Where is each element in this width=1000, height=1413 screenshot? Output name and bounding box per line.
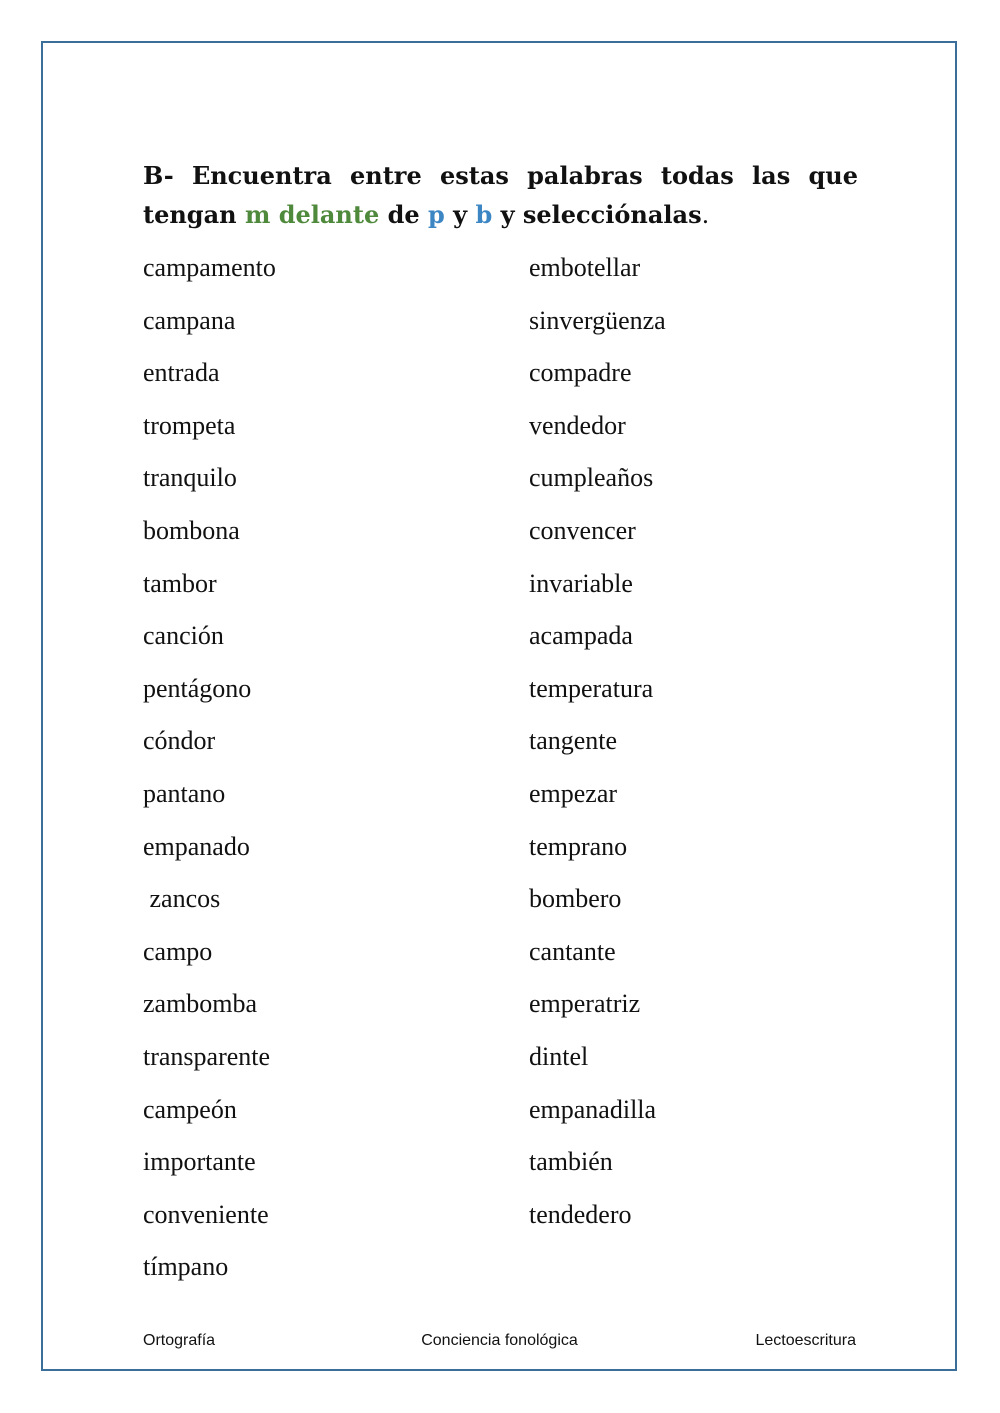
word-item[interactable]: campana	[143, 305, 236, 335]
word-list-right	[529, 248, 666, 1247]
word-item[interactable]: zancos	[143, 884, 221, 914]
word-item[interactable]: campamento	[143, 253, 276, 282]
word-item[interactable]: transparente	[143, 1041, 271, 1071]
word-item[interactable]: empanadilla	[529, 1094, 657, 1124]
instruction-suffix: y selecciónalas	[492, 200, 702, 229]
word-item[interactable]: bombero	[529, 884, 622, 914]
word-item[interactable]: bombona	[143, 515, 240, 545]
word-item[interactable]: pentágono	[143, 673, 252, 703]
word-item[interactable]: tímpano	[143, 1252, 229, 1282]
word-item[interactable]: también	[529, 1147, 613, 1177]
instruction-text	[143, 156, 858, 235]
word-item[interactable]: invariable	[529, 568, 633, 598]
instruction-y: y	[444, 200, 476, 229]
word-item[interactable]: conveniente	[143, 1199, 269, 1229]
word-item[interactable]: temprano	[529, 831, 628, 861]
word-item[interactable]: importante	[143, 1147, 256, 1177]
word-list-left	[143, 248, 276, 1300]
word-item[interactable]: pantano	[143, 778, 226, 808]
word-item[interactable]: entrada	[143, 358, 220, 388]
word-item[interactable]: empanado	[143, 831, 250, 861]
word-item[interactable]: tendedero	[529, 1199, 632, 1229]
word-item[interactable]: campeón	[143, 1094, 237, 1124]
word-item[interactable]: temperatura	[529, 673, 654, 703]
word-item[interactable]: tambor	[143, 568, 217, 598]
word-item[interactable]: cóndor	[143, 726, 216, 756]
footer-center: Conciencia fonológica	[421, 1332, 578, 1349]
word-item[interactable]: compadre	[529, 358, 632, 388]
word-item[interactable]: cantante	[529, 936, 616, 966]
word-item[interactable]: zambomba	[143, 989, 258, 1019]
word-item[interactable]: sinvergüenza	[529, 305, 666, 335]
word-item[interactable]: campo	[143, 936, 213, 966]
instruction-period: .	[701, 201, 710, 229]
word-item[interactable]: trompeta	[143, 410, 236, 440]
word-item[interactable]: embotellar	[529, 253, 641, 282]
word-item[interactable]: acampada	[529, 621, 633, 651]
instruction-letter-b: b	[475, 200, 493, 229]
word-item[interactable]: tranquilo	[143, 463, 237, 493]
word-item[interactable]: canción	[143, 621, 224, 651]
word-item[interactable]: empezar	[529, 778, 618, 808]
instruction-m-delante: m delante	[244, 200, 380, 229]
word-item[interactable]: vendedor	[529, 410, 626, 440]
word-item[interactable]: tangente	[529, 726, 618, 756]
footer	[143, 1332, 856, 1352]
instruction-de: de	[379, 200, 428, 229]
instruction-letter-p: p	[428, 200, 445, 229]
footer-left: Ortografía	[143, 1332, 216, 1349]
word-item[interactable]: cumpleaños	[529, 463, 654, 493]
footer-right: Lectoescritura	[755, 1332, 856, 1349]
instruction-prefix: B- Encuentra entre estas palabras todas las que tengan	[143, 161, 858, 229]
word-item[interactable]: convencer	[529, 515, 636, 545]
word-item[interactable]: emperatriz	[529, 989, 641, 1019]
word-item[interactable]: dintel	[529, 1041, 589, 1071]
